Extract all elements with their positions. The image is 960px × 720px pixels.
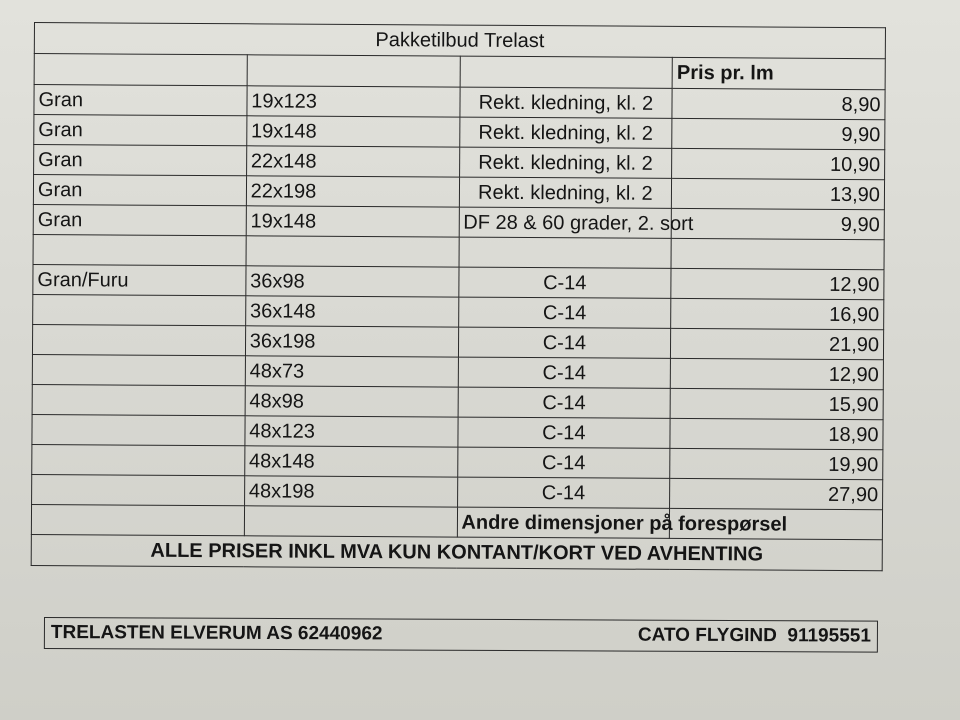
dimension-cell: 36x98: [246, 266, 459, 297]
dimension-cell: 19x148: [246, 206, 459, 237]
payment-notice: ALLE PRISER INKL MVA KUN KONTANT/KORT VED AVHENTING: [31, 534, 882, 570]
wood-cell: [32, 384, 245, 415]
wood-cell: Gran: [34, 85, 247, 116]
wood-cell: [32, 324, 245, 355]
price-cell: 19,90: [670, 448, 883, 479]
dimension-cell: 48x73: [245, 356, 458, 387]
description-cell: C-14: [457, 477, 670, 508]
price-cell: 15,90: [670, 388, 883, 419]
empty-cell: [671, 238, 884, 269]
empty-cell: [246, 236, 459, 267]
description-cell: Rekt. kledning, kl. 2: [459, 87, 672, 118]
wood-cell: Gran: [34, 145, 247, 176]
description-cell: C-14: [457, 447, 670, 478]
description-cell: DF 28 & 60 grader, 2. sort: [459, 207, 672, 238]
description-cell: Rekt. kledning, kl. 2: [459, 147, 672, 178]
wood-cell: Gran: [33, 175, 246, 206]
person-contact: CATO FLYGIND 91195551: [637, 624, 871, 647]
empty-cell: [31, 504, 244, 535]
price-cell: 9,90: [672, 118, 885, 149]
wood-cell: [33, 294, 246, 325]
company-contact: TRELASTEN ELVERUM AS 62440962: [50, 622, 383, 645]
wood-cell: [32, 414, 245, 445]
description-cell: Rekt. kledning, kl. 2: [459, 177, 672, 208]
wood-cell: Gran: [34, 115, 247, 146]
price-cell: 13,90: [672, 178, 885, 209]
table-title: Pakketilbud Trelast: [34, 23, 885, 59]
dimension-cell: 19x148: [246, 116, 459, 147]
price-cell: 18,90: [670, 418, 883, 449]
description-cell: C-14: [458, 387, 671, 418]
description-cell: C-14: [458, 297, 671, 328]
footer-row: [31, 534, 882, 570]
dimension-cell: 48x198: [244, 476, 457, 507]
price-cell: 21,90: [671, 328, 884, 359]
description-cell: Rekt. kledning, kl. 2: [459, 117, 672, 148]
dimension-cell: 36x198: [245, 326, 458, 357]
dimension-cell: 48x98: [245, 386, 458, 417]
price-header: Pris pr. lm: [672, 57, 885, 89]
contact-box: [44, 617, 878, 653]
header-row: [34, 54, 885, 90]
price-cell: 12,90: [671, 358, 884, 389]
wood-cell: [32, 354, 245, 385]
price-table: [31, 22, 886, 571]
price-cell: 8,90: [672, 88, 885, 119]
price-cell: 16,90: [671, 298, 884, 329]
wood-cell: [32, 474, 245, 505]
description-cell: C-14: [457, 417, 670, 448]
header-blank-desc: [460, 56, 673, 88]
dimension-cell: 19x123: [247, 86, 460, 117]
description-cell: C-14: [458, 267, 671, 298]
empty-cell: [33, 234, 246, 265]
empty-cell: [459, 237, 672, 268]
dimension-cell: 22x198: [246, 176, 459, 207]
dimension-cell: 48x123: [245, 416, 458, 447]
price-cell: 10,90: [672, 148, 885, 179]
price-cell: 12,90: [671, 268, 884, 299]
header-blank-wood: [34, 54, 247, 86]
dimension-cell: 22x148: [246, 146, 459, 177]
description-cell: C-14: [458, 327, 671, 358]
price-cell: 27,90: [670, 478, 883, 509]
wood-cell: Gran/Furu: [33, 264, 246, 295]
empty-cell: [244, 506, 457, 537]
description-cell: C-14: [458, 357, 671, 388]
note-text: Andre dimensjoner på forespørsel: [457, 507, 670, 538]
dimension-cell: 36x148: [245, 296, 458, 327]
wood-cell: Gran: [33, 204, 246, 235]
wood-cell: [32, 444, 245, 475]
dimension-cell: 48x148: [244, 446, 457, 477]
header-blank-dim: [247, 55, 460, 87]
price-cell: 9,90: [671, 208, 884, 239]
